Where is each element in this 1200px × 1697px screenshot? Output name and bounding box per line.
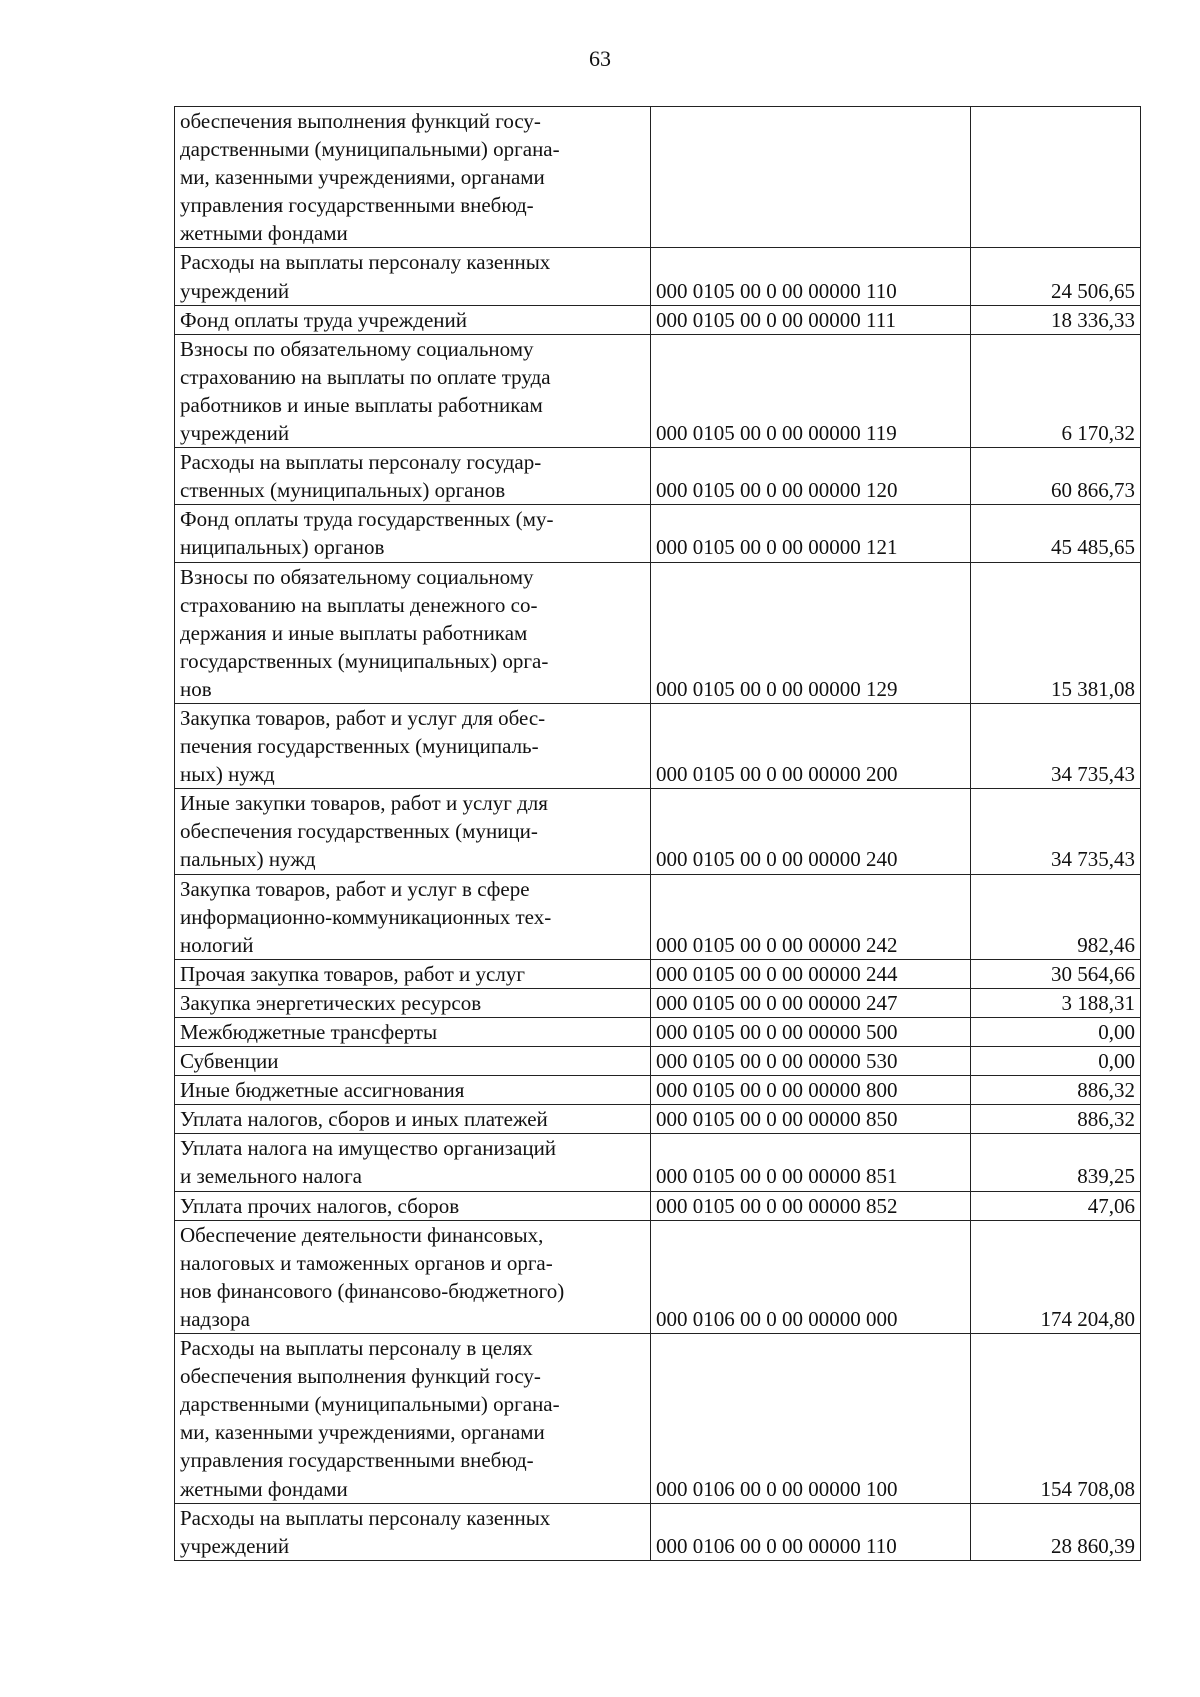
- budget-code-cell: 000 0105 00 0 00 00000 121: [651, 505, 971, 562]
- budget-code-cell: 000 0105 00 0 00 00000 852: [651, 1191, 971, 1220]
- amount-cell: 0,00: [971, 1047, 1141, 1076]
- table-row: [175, 959, 1141, 988]
- expense-name-cell: Уплата прочих налогов, сборов: [175, 1191, 651, 1220]
- table-row: [175, 1191, 1141, 1220]
- expense-name-cell: Уплата налога на имущество организаций и земельного налога: [175, 1134, 651, 1191]
- table-row: [175, 1334, 1141, 1504]
- amount-cell: 34 735,43: [971, 789, 1141, 874]
- expense-name-cell: Прочая закупка товаров, работ и услуг: [175, 959, 651, 988]
- amount-cell: 30 564,66: [971, 959, 1141, 988]
- budget-code-cell: 000 0105 00 0 00 00000 120: [651, 448, 971, 505]
- budget-code-cell: 000 0105 00 0 00 00000 247: [651, 988, 971, 1017]
- expense-name-cell: Закупка товаров, работ и услуг в сфере информационно-коммуникационных тех- нологий: [175, 874, 651, 959]
- amount-cell: 24 506,65: [971, 248, 1141, 305]
- table-row: [175, 988, 1141, 1017]
- amount-cell: 154 708,08: [971, 1334, 1141, 1504]
- table-row: [175, 1503, 1141, 1560]
- amount-cell: 839,25: [971, 1134, 1141, 1191]
- amount-cell: 982,46: [971, 874, 1141, 959]
- amount-cell: 886,32: [971, 1076, 1141, 1105]
- table-row: [175, 874, 1141, 959]
- budget-code-cell: 000 0106 00 0 00 00000 000: [651, 1220, 971, 1333]
- amount-cell: 18 336,33: [971, 305, 1141, 334]
- expense-name-cell: Фонд оплаты труда учреждений: [175, 305, 651, 334]
- budget-table: [174, 106, 1141, 1561]
- expense-name-cell: Расходы на выплаты персоналу в целях обеспечения выполнения функций госу- дарственными (муниципальными) органа- ми, казенными учреждениями, органами управления государственными внебюд- жетными фондами: [175, 1334, 651, 1504]
- table-row: [175, 305, 1141, 334]
- amount-cell: 3 188,31: [971, 988, 1141, 1017]
- expense-name-cell: Иные бюджетные ассигнования: [175, 1076, 651, 1105]
- expense-name-cell: Иные закупки товаров, работ и услуг для обеспечения государственных (муници- пальных) нужд: [175, 789, 651, 874]
- expense-name-cell: Расходы на выплаты персоналу казенных учреждений: [175, 248, 651, 305]
- amount-cell: 60 866,73: [971, 448, 1141, 505]
- expense-name-cell: Уплата налогов, сборов и иных платежей: [175, 1105, 651, 1134]
- amount-cell: 886,32: [971, 1105, 1141, 1134]
- table-row: [175, 1220, 1141, 1333]
- expense-name-cell: Межбюджетные трансферты: [175, 1018, 651, 1047]
- budget-code-cell: 000 0105 00 0 00 00000 110: [651, 248, 971, 305]
- table-row: [175, 505, 1141, 562]
- amount-cell: 47,06: [971, 1191, 1141, 1220]
- expense-name-cell: обеспечения выполнения функций госу- дарственными (муниципальными) органа- ми, казенными учреждениями, органами управления государственными внебюд- жетными фондами: [175, 107, 651, 248]
- budget-code-cell: 000 0106 00 0 00 00000 100: [651, 1334, 971, 1504]
- budget-code-cell: 000 0105 00 0 00 00000 200: [651, 703, 971, 788]
- table-row: [175, 334, 1141, 447]
- table-row: [175, 1134, 1141, 1191]
- budget-code-cell: 000 0106 00 0 00 00000 110: [651, 1503, 971, 1560]
- budget-code-cell: 000 0105 00 0 00 00000 800: [651, 1076, 971, 1105]
- budget-code-cell: [651, 107, 971, 248]
- table-row: [175, 562, 1141, 703]
- amount-cell: [971, 107, 1141, 248]
- amount-cell: 15 381,08: [971, 562, 1141, 703]
- budget-code-cell: 000 0105 00 0 00 00000 240: [651, 789, 971, 874]
- table-row: [175, 1018, 1141, 1047]
- expense-name-cell: Закупка энергетических ресурсов: [175, 988, 651, 1017]
- budget-code-cell: 000 0105 00 0 00 00000 500: [651, 1018, 971, 1047]
- table-row: [175, 1047, 1141, 1076]
- budget-table-body: [175, 107, 1141, 1561]
- amount-cell: 6 170,32: [971, 334, 1141, 447]
- amount-cell: 34 735,43: [971, 703, 1141, 788]
- amount-cell: 28 860,39: [971, 1503, 1141, 1560]
- amount-cell: 0,00: [971, 1018, 1141, 1047]
- budget-code-cell: 000 0105 00 0 00 00000 111: [651, 305, 971, 334]
- amount-cell: 45 485,65: [971, 505, 1141, 562]
- expense-name-cell: Взносы по обязательному социальному страхованию на выплаты по оплате труда работников и иные выплаты работникам учреждений: [175, 334, 651, 447]
- table-row: [175, 248, 1141, 305]
- table-row: [175, 1105, 1141, 1134]
- budget-code-cell: 000 0105 00 0 00 00000 119: [651, 334, 971, 447]
- budget-code-cell: 000 0105 00 0 00 00000 129: [651, 562, 971, 703]
- expense-name-cell: Расходы на выплаты персоналу казенных учреждений: [175, 1503, 651, 1560]
- expense-name-cell: Закупка товаров, работ и услуг для обес- печения государственных (муниципаль- ных) нужд: [175, 703, 651, 788]
- expense-name-cell: Взносы по обязательному социальному страхованию на выплаты денежного со- держания и иные выплаты работникам государственных (муниципальных) орга- нов: [175, 562, 651, 703]
- table-row: [175, 703, 1141, 788]
- expense-name-cell: Субвенции: [175, 1047, 651, 1076]
- budget-code-cell: 000 0105 00 0 00 00000 850: [651, 1105, 971, 1134]
- budget-code-cell: 000 0105 00 0 00 00000 851: [651, 1134, 971, 1191]
- budget-code-cell: 000 0105 00 0 00 00000 244: [651, 959, 971, 988]
- expense-name-cell: Расходы на выплаты персоналу государ- ственных (муниципальных) органов: [175, 448, 651, 505]
- expense-name-cell: Обеспечение деятельности финансовых, налоговых и таможенных органов и орга- нов финансового (финансово-бюджетного) надзора: [175, 1220, 651, 1333]
- expense-name-cell: Фонд оплаты труда государственных (му- ниципальных) органов: [175, 505, 651, 562]
- budget-code-cell: 000 0105 00 0 00 00000 242: [651, 874, 971, 959]
- table-row: [175, 1076, 1141, 1105]
- table-row: [175, 448, 1141, 505]
- amount-cell: 174 204,80: [971, 1220, 1141, 1333]
- page-number: 63: [589, 46, 611, 71]
- table-row: [175, 107, 1141, 248]
- budget-code-cell: 000 0105 00 0 00 00000 530: [651, 1047, 971, 1076]
- table-row: [175, 789, 1141, 874]
